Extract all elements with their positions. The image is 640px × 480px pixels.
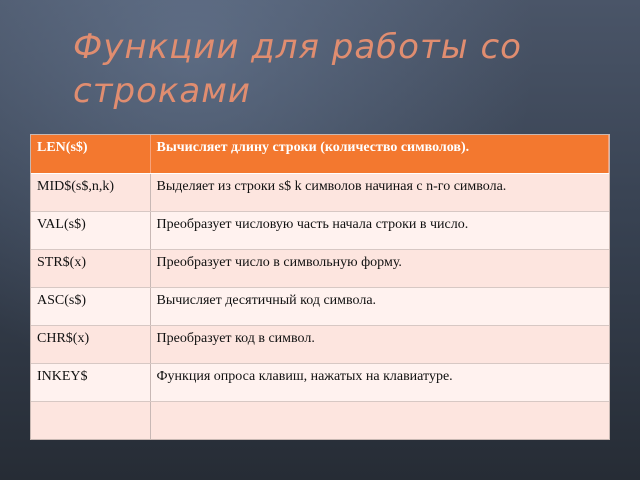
string-functions-table [30,134,610,440]
function-name: STR$(x) [37,254,86,270]
function-cell [31,173,150,211]
description-cell [150,211,609,249]
function-name: CHR$(x) [37,330,90,346]
function-description: Выделяет из строки s$ k символов начиная с n-го символа. [156,178,507,194]
function-name: LEN(s$) [37,140,88,155]
function-name: VAL(s$) [37,216,86,232]
function-description: Вычисляет длину строки (количество символов). [156,140,470,155]
description-cell [150,325,609,363]
function-description: Преобразует число в символьную форму. [156,254,402,270]
function-name: MID$(s$,n,k) [37,178,114,194]
function-cell [31,211,150,249]
function-name: ASC(s$) [37,292,87,308]
description-cell [150,135,609,173]
function-description: Преобразует код в символ. [156,330,315,346]
functions-table [31,135,609,440]
description-cell [150,401,609,440]
table-row [31,249,609,287]
table-row [31,173,609,211]
function-description: Функция опроса клавиш, нажатых на клавиатуре. [156,368,453,384]
function-name: INKEY$ [37,368,88,384]
function-cell [31,325,150,363]
table-row [31,325,609,363]
description-cell [150,363,609,401]
function-description: Преобразует числовую часть начала строки в число. [156,216,469,232]
function-cell [31,363,150,401]
table-row [31,211,609,249]
description-cell [150,249,609,287]
description-cell [150,287,609,325]
function-cell [31,249,150,287]
table-header-row [31,135,609,173]
function-cell [31,287,150,325]
function-cell [31,135,150,173]
slide-title: Функции для работы со строками [73,27,522,111]
table-row [31,363,609,401]
table-row [31,287,609,325]
function-cell [31,401,150,440]
table-row [31,401,609,440]
description-cell [150,173,609,211]
function-description: Вычисляет десятичный код символа. [156,292,377,308]
